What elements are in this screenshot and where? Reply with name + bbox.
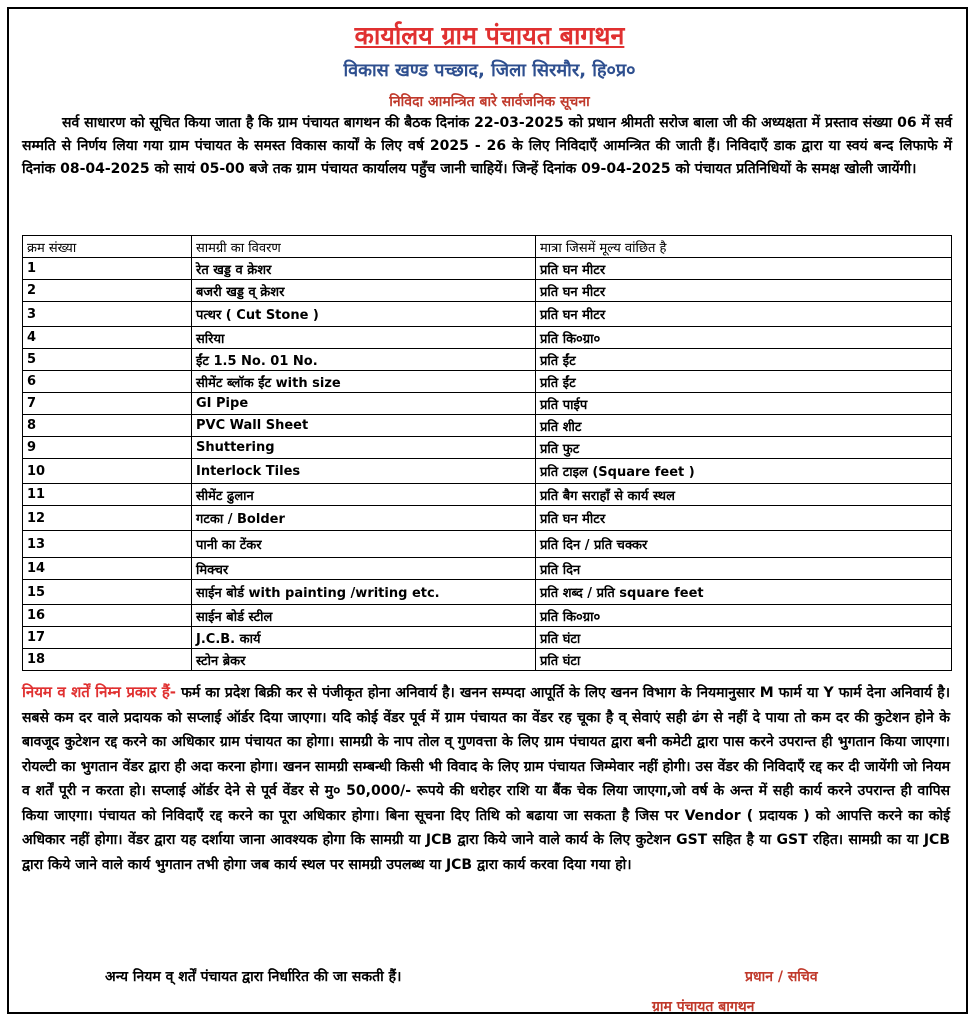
cell-serial: 14	[23, 558, 192, 580]
cell-quantity: प्रति घंटा	[536, 627, 952, 649]
cell-quantity: प्रति कि०ग्रा०	[536, 605, 952, 627]
table-row	[23, 531, 952, 558]
table-row	[23, 371, 952, 393]
cell-quantity: प्रति शब्द / प्रति square feet	[536, 580, 952, 605]
cell-serial: 12	[23, 506, 192, 531]
table-row	[23, 580, 952, 605]
cell-serial: 5	[23, 349, 192, 371]
cell-serial: 11	[23, 484, 192, 506]
cell-material: स्टोन ब्रेकर	[192, 649, 536, 671]
cell-material: सीमेंट ब्लॉक ईंट with size	[192, 371, 536, 393]
cell-material: ईंट 1.5 No. 01 No.	[192, 349, 536, 371]
cell-quantity: प्रति दिन / प्रति चक्कर	[536, 531, 952, 558]
cell-quantity: प्रति टाइल (Square feet )	[536, 459, 952, 484]
notice-heading: निविदा आमन्त्रित बारे सार्वजनिक सूचना	[389, 94, 590, 110]
cell-serial: 4	[23, 327, 192, 349]
table-row	[23, 605, 952, 627]
rules-heading: नियम व शर्तें निम्न प्रकार हैं-	[22, 683, 177, 701]
header-quantity: मात्रा जिसमें मूल्य वांछित है	[536, 236, 952, 258]
cell-serial: 3	[23, 302, 192, 327]
intro-paragraph: सर्व साधारण को सूचित किया जाता है कि ग्राम पंचायत बागथन की बैठक दिनांक 22-03-2025 को प्रधान श्रीमती सरोज बाला जी की अध्यक्षता में प्रस्ताव संख्या 06 में सर्व सम्मति से निर्णय लिया गया ग्राम पंचायत के समस्त विकास कार्यों के लिए वर्ष 2025 - 26 के लिए निविदाएँ आमन्त्रित की जाती हैं। निविदाएँ डाक द्वारा या स्वयं बन्द लिफाफे में दिनांक 08-04-2025 को सायं 05-00 बजे तक ग्राम पंचायत कार्यालय पहुँच जानी चाहियें। जिन्हें दिनांक 09-04-2025 को पंचायत प्रतिनिधियों के समक्ष खोली जायेंगी।	[22, 115, 952, 177]
rules-text: फर्म का प्रदेश बिक्री कर से पंजीकृत होना अनिवार्य है। खनन सम्पदा आपूर्ति के लिए खनन विभाग के नियमानुसार M फार्म या Y फार्म देना अनिवार्य है। सबसे कम दर वाले प्रदायक को सप्लाई ऑर्डर दिया जाएगा। यदि कोई वेंडर पूर्व में ग्राम पंचायत का वेंडर रह चूका है व् सेवाएं सही ढंग से नहीं दे पाया तो कम दर की कुटेशन होने के बावजूद कुटेशन रद्द करने का अधिकार ग्राम पंचायत का होगा। सामग्री के नाप तोल व् गुणवत्ता के लिए ग्राम पंचायत द्वारा बनी कमेटी द्वारा पास करने उपरान्त ही भुगतान किया जाएगा। रोयल्टी का भुगतान वेंडर द्वारा ही अदा करना होगा। खनन सामग्री सम्बन्धी किसी भी विवाद के लिए ग्राम पंचायत जिम्मेवार नहीं होगी। उस वेंडर की निविदाएँ रद्द कर दी जायेंगी जो नियम व शर्तें पूरी न करता हो। सप्लाई ऑर्डर देने से पूर्व वेंडर से मु० 50,000/- रूपये की धरोहर राशि या बैंक चेक लिया जाएगा,जो वर्ष के अन्त में सही कार्य करने उपरान्त ही वापिस किया जाएगा। पंचायत को निविदाएँ रद्द करने का पूरा अधिकार होगा। बिना सूचना दिए तिथि को बढाया जा सकता है जिस पर Vendor ( प्रदायक ) को आपत्ति करने का कोई अधिकार नहीं होगा। वेंडर द्वारा यह दर्शाया जाना आवश्यक होगा कि सामग्री या JCB द्वारा किये जाने वाले कार्य के लिए कुटेशन GST सहित है या GST रहित। सामग्री का या JCB द्वारा किये जाने वाले कार्य भुगतान तभी होगा जब कार्य स्थल पर सामग्री उपलब्ध या JCB द्वारा कार्य करवा दिया गया हो।	[22, 685, 951, 873]
cell-quantity: प्रति दिन	[536, 558, 952, 580]
cell-material: PVC Wall Sheet	[192, 415, 536, 437]
cell-material: गटका / Bolder	[192, 506, 536, 531]
cell-material: साईन बोर्ड with painting /writing etc.	[192, 580, 536, 605]
cell-material: Interlock Tiles	[192, 459, 536, 484]
cell-quantity: प्रति शीट	[536, 415, 952, 437]
cell-serial: 7	[23, 393, 192, 415]
table-row	[23, 327, 952, 349]
cell-quantity: प्रति ईंट	[536, 349, 952, 371]
header-serial: क्रम संख्या	[23, 236, 192, 258]
cell-material: सीमेंट ढुलान	[192, 484, 536, 506]
page-title	[0, 18, 979, 52]
table-row	[23, 506, 952, 531]
table-row	[23, 558, 952, 580]
table-row	[23, 302, 952, 327]
cell-serial: 1	[23, 258, 192, 280]
cell-material: बजरी खड्ड व् क्रेशर	[192, 280, 536, 302]
table-row	[23, 258, 952, 280]
cell-material: पानी का टेंकर	[192, 531, 536, 558]
cell-serial: 16	[23, 605, 192, 627]
header-material: सामग्री का विवरण	[192, 236, 536, 258]
table-row	[23, 437, 952, 459]
cell-serial: 6	[23, 371, 192, 393]
cell-quantity: प्रति घन मीटर	[536, 258, 952, 280]
cell-serial: 18	[23, 649, 192, 671]
cell-quantity: प्रति कि०ग्रा०	[536, 327, 952, 349]
cell-quantity: प्रति घंटा	[536, 649, 952, 671]
signatory-office: ग्राम पंचायत बागथन	[652, 999, 755, 1015]
cell-material: सरिया	[192, 327, 536, 349]
table-row	[23, 393, 952, 415]
cell-material: रेत खड्ड व क्रेशर	[192, 258, 536, 280]
cell-serial: 2	[23, 280, 192, 302]
cell-serial: 13	[23, 531, 192, 558]
cell-material: पत्थर ( Cut Stone )	[192, 302, 536, 327]
cell-serial: 10	[23, 459, 192, 484]
cell-quantity: प्रति ईंट	[536, 371, 952, 393]
cell-serial: 15	[23, 580, 192, 605]
table-header-row	[23, 236, 952, 258]
table-row	[23, 415, 952, 437]
cell-serial: 8	[23, 415, 192, 437]
cell-material: साईन बोर्ड स्टील	[192, 605, 536, 627]
cell-quantity: प्रति पाईप	[536, 393, 952, 415]
table-row	[23, 484, 952, 506]
page-subtitle: विकास खण्ड पच्छाद, जिला सिरमौर, हि०प्र०	[343, 60, 636, 81]
cell-serial: 9	[23, 437, 192, 459]
cell-material: मिक्चर	[192, 558, 536, 580]
cell-quantity: प्रति फुट	[536, 437, 952, 459]
table-row	[23, 459, 952, 484]
cell-quantity: प्रति घन मीटर	[536, 280, 952, 302]
table-row	[23, 280, 952, 302]
items-table	[22, 235, 952, 671]
cell-quantity: प्रति घन मीटर	[536, 302, 952, 327]
table-row	[23, 649, 952, 671]
cell-quantity: प्रति घन मीटर	[536, 506, 952, 531]
cell-material: J.C.B. कार्य	[192, 627, 536, 649]
rules-paragraph	[22, 680, 950, 877]
cell-material: Shuttering	[192, 437, 536, 459]
table-row	[23, 349, 952, 371]
cell-quantity: प्रति बैग सराहाँ से कार्य स्थल	[536, 484, 952, 506]
cell-material: GI Pipe	[192, 393, 536, 415]
title-text: कार्यालय ग्राम पंचायत बागथन	[354, 21, 625, 50]
signatory-title: प्रधान / सचिव	[745, 969, 818, 985]
table-row	[23, 627, 952, 649]
table-body	[23, 258, 952, 671]
footer-note: अन्य नियम व् शर्तें पंचायत द्वारा निर्धारित की जा सकती हैं।	[105, 969, 402, 985]
cell-serial: 17	[23, 627, 192, 649]
